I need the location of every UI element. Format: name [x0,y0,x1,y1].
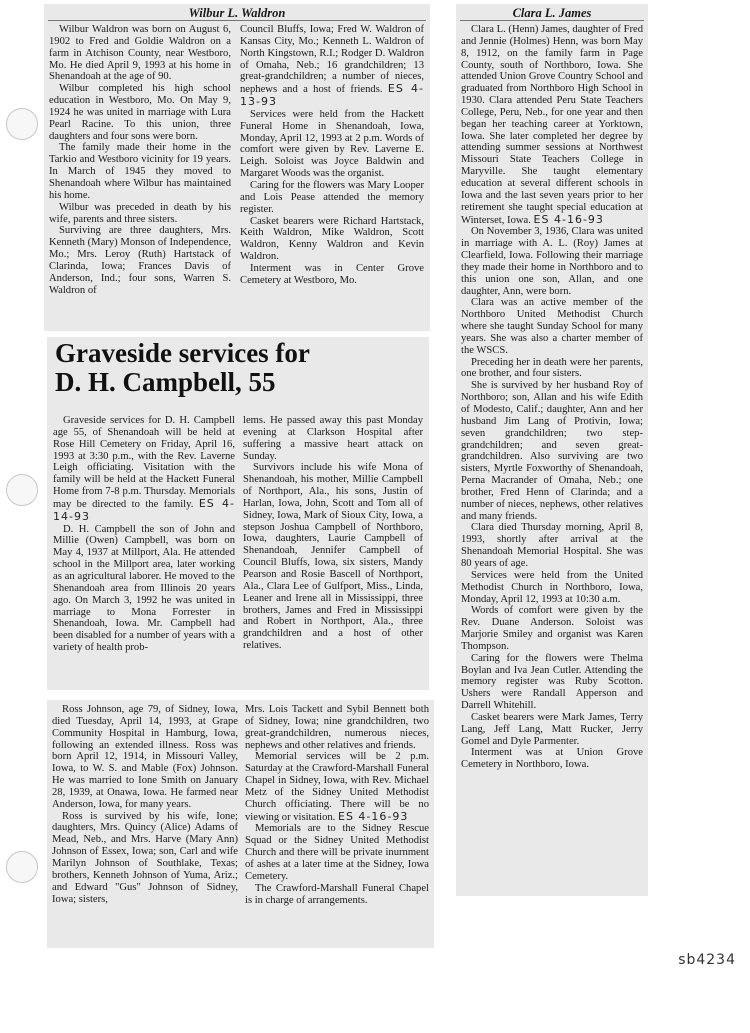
johnson-column-1 [52,704,238,946]
paragraph: Wilbur completed his high school education in Westboro, Mo. On May 9, 1924 he was united in marriage with Lura Pearl Racine. To this union, three daughters and four sons were born. [49,83,231,142]
paragraph: On November 3, 1936, Clara was united in marriage with A. L. (Roy) James at Clearfield, Iowa. Following their marriage they made their home in Northboro and to this union one son, Allan, and one daughter, Ann, were born. [461,226,643,297]
paragraph: Council Bluffs, Iowa; Fred W. Waldron of Kansas City, Mo.; Kenneth L. Waldron of North Kingstown, R.I.; Rodger D. Waldron of Omaha, Neb.; 16 grandchildren; 13 great-grandchildren; a number of nieces, nephews and a host of friends. [240,24,424,96]
paragraph: Caring for the flowers was Mary Looper and Lois Pease attended the memory register. [240,179,424,215]
paragraph: The Crawford-Marshall Funeral Chapel is in charge of arrangements. [245,882,429,906]
paragraph: Interment was in Center Grove Cemetery at Westboro, Mo. [240,262,424,286]
waldron-column-2 [240,24,424,329]
paragraph: Ross Johnson, age 79, of Sidney, Iowa, died Tuesday, April 14, 1993, at Grape Community Hospital in Hamburg, Iowa, following an extended illness. Ross was born April 12, 1914, in Missouri Valley, Iowa, to W. S. and Mable (Fox) Johnson. He was married to Ione Smith on January 28, 1939, at Onawa, Iowa. He farmed near Anderson, Iowa, for many years. [52,704,238,810]
paragraph: Memorial services will be 2 p.m. Saturday at the Crawford-Marshall Funeral Chapel in Sidney, Iowa, with Rev. Michael Metz of the Sidney United Methodist Church officiating. There will be no viewing or visitation. [245,751,429,823]
paragraph: Wilbur Waldron was born on August 6, 1902 to Fred and Goldie Waldron on a farm in Atchison County, near Westboro, Mo. He died April 9, 1993 at his home in Shenandoah at the age of 90. [49,24,231,83]
paragraph: Interment was at Union Grove Cemetery in Northboro, Iowa. [461,747,643,771]
paragraph: Ross is survived by his wife, Ione; daughters, Mrs. Quincy (Alice) Adams of Mead, Neb., and Mrs. Harve (Mary Ann) Johnson of Essex, Iowa; son, Carl and wife Marilyn Johnson of Southlake, Texas; brothers, Kenneth Johnson of Yuma, Ariz.; and Edward "Gus" Johnson of Sidney, Iowa; sisters, [52,810,238,905]
binder-hole-top [6,108,38,140]
obituary-james [456,4,648,896]
james-column [461,24,643,892]
paragraph: Graveside services for D. H. Campbell age 55, of Shenandoah will be held at Rose Hill Cemetery on Friday, April 16, 1993 at 3:30 p.m., with the Rev. Laverne Leigh officiating. Visitation with the family will be held at the Hackett Funeral Home from 7-8 p.m. Thursday. Memorials may be directed to the family. [53,415,235,510]
paragraph: Clara died Thursday morning, April 8, 1993, shortly after arrival at the Shenandoah Memorial Hospital. She was 80 years of age. [461,522,643,569]
paragraph: Services were held from the Hackett Funeral Home in Shenandoah, Iowa, Monday, April 12, 1993 at 2 p.m. Words of comfort were given by Rev. Laverne E. Leigh. Soloist was Joyce Baldwin and Margaret Woods was the organist. [240,108,424,180]
binder-hole-bottom [6,851,38,883]
paragraph: Casket bearers were Mark James, Terry Lang, Jeff Lang, Matt Rucker, Jerry Gomel and Dyle Parmenter. [461,711,643,747]
paragraph: Casket bearers were Richard Hartstack, Keith Waldron, Mike Waldron, Scott Waldron, Kenny Waldron and Kevin Waldron. [240,215,424,263]
catalog-number: sb4234 [678,952,736,968]
campbell-column-1 [53,415,235,687]
handwritten-date-stamp: ES 4-16-93 [533,212,604,226]
paragraph: Memorials are to the Sidney Rescue Squad or the Sidney United Methodist Church and there will be private inurnment of ashes at a later time at the Sidney, Iowa Cemetery. [245,823,429,882]
paragraph: Surviving are three daughters, Mrs. Kenneth (Mary) Monson of Independence, Mo.; Mrs. Leroy (Ruth) Hartstack of Clarinda, Iowa; Frances Davis of Anderson, Ind.; four sons, Warren S. Waldron of [49,225,231,296]
paragraph: Survivors include his wife Mona of Shenandoah, his mother, Millie Campbell of Northport, Ala., his sons, Justin of Harlan, Iowa, John, Scott and Tom all of Sidney, Iowa, Mark of Sioux City, Iowa, a stepson Joshua Campbell of Northboro, Iowa, daughters, Laurie Campbell of Shenandoah, Jennifer Campbell of Council Bluffs, Iowa, six sisters, Mandy Pearson and Rosie Bascell of Northport, Ala., Clara Lee of Gulfport, Miss., Linda, Leaner and Irene all in Mississippi, three brothers, James and Fred in Mississippi and Robert in Northport, Ala., three grandchildren and a host of other relatives. [243,462,423,652]
paragraph: Caring for the flowers were Thelma Boylan and Iva Jean Cutler. Attending the memory register was Ruby Scotton. Ushers were Randall Apperson and Darrell Whitehill. [461,652,643,712]
paragraph: Clara L. (Henn) James, daughter of Fred and Jennie (Holmes) Henn, was born May 8, 1912, on the family farm in Page County, south of Northboro, Iowa. She attended Union Grove Country School and graduated from Northboro High School in 1930. Clara attended Peru State Teachers College, Peru, Neb., for one year and then began her teaching career at Yorktown, Iowa. She later completed her degree by attending summer sessions at Northwest Missouri State Teachers College in Maryville. She taught elementary education at several different schools in Iowa and the last seven years prior to her retirement she taught special education at Winterset, Iowa. [461,24,643,226]
obituary-name-waldron: Wilbur L. Waldron [48,4,426,21]
paragraph: Words of comfort were given by the Rev. Duane Anderson. Soloist was Marjorie Smiley and organist was Karen Thompson. [461,605,643,652]
paragraph: Clara was an active member of the Northboro United Methodist Church where she taught Sunday School for many years. She was also a charter member of the WSCS. [461,297,643,356]
obituary-johnson [47,700,434,948]
obituary-waldron [44,4,430,331]
paragraph: She is survived by her husband Roy of Northboro; son, Allan and his wife Edith of Modesto, Calif.; daughter, Ann and her husband Jim Lang of Protivin, Iowa; seven grandchildren; two step-grandchildren; and seven great-grandchildren. Also surviving are two sisters, Myrtle Foxworthy of Shenandoah, Perna Macrander of Omaha, Neb.; one brother, Fred Henn of Clarinda; and a number of nieces, nephews, other relatives and many friends. [461,380,643,522]
campbell-column-2 [243,415,423,687]
paragraph: Services were held from the United Methodist Church in Northboro, Iowa, Monday, April 12, 1993 at 10:30 a.m. [461,569,643,605]
paragraph: Preceding her in death were her parents, one brother, and four sisters. [461,356,643,380]
obituary-name-james: Clara L. James [460,4,644,21]
handwritten-date-stamp: ES 4-16-93 [338,809,409,823]
handwritten-date-stamp: ES 4-13-93 [240,82,424,109]
waldron-column-1 [49,24,231,329]
paragraph: D. H. Campbell the son of John and Millie (Owen) Campbell, was born on May 4, 1937 at Millport, Ala. He attended school in the Millport area, later working as an agricultural laborer. He moved to the Shenandoah area from Illinois 20 years ago. On March 3, 1992 he was united in marriage to Mona Forrester in Shenandoah, Iowa. Mr. Campbell had been disabled for a number of years with a variety of health prob- [53,523,235,654]
obituary-campbell [47,337,429,690]
headline [55,339,423,397]
paragraph: lems. He passed away this past Monday evening at Clarkson Hospital after suffering a massive heart attack on Sunday. [243,415,423,462]
headline-line-1: Graveside services for [55,338,310,368]
paragraph: Mrs. Lois Tackett and Sybil Bennett both of Sidney, Iowa; nine grandchildren, two great-grandchildren, numerous nieces, nephews and other relatives and friends. [245,704,429,751]
binder-hole-middle [6,474,38,506]
paragraph: The family made their home in the Tarkio and Westboro vicinity for 19 years. In March of 1945 they moved to Shenandoah where Wilbur has maintained his home. [49,142,231,201]
johnson-column-2 [245,704,429,946]
handwritten-date-stamp: ES 4-14-93 [53,496,235,523]
headline-line-2: D. H. Campbell, 55 [55,367,276,397]
paragraph: Wilbur was preceded in death by his wife, parents and three sisters. [49,201,231,225]
